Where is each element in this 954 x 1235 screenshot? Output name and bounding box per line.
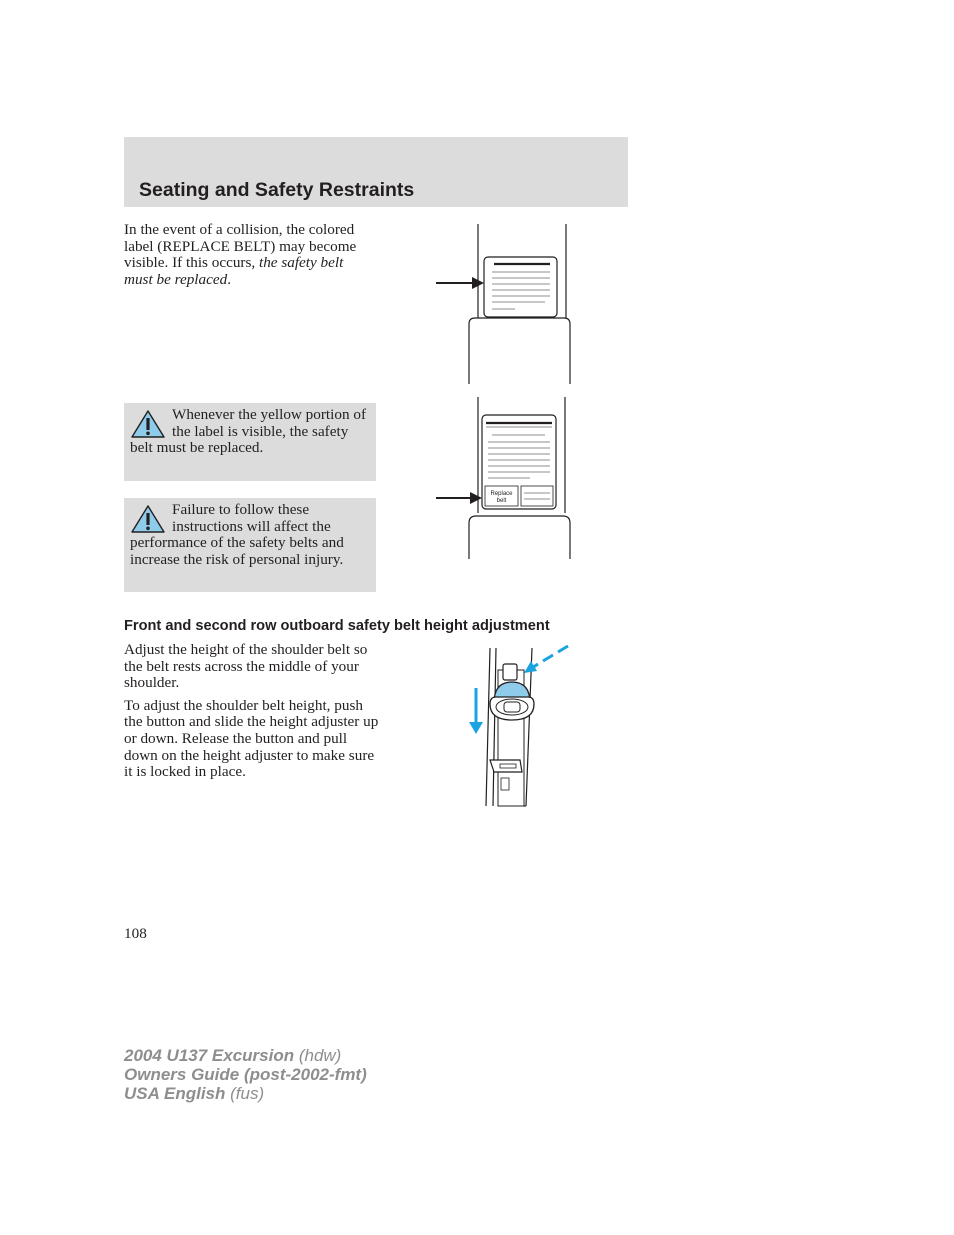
intro-emphasis: the safety belt must be replaced [124, 254, 344, 288]
warning-text-1: Whenever the yellow portion of the label is visible, the safety belt must be replaced. [130, 406, 366, 457]
footer-line1-rest: (hdw) [294, 1046, 342, 1065]
section-paragraph-1: Adjust the height of the shoulder belt so the belt rests across the middle of your shoulder. [124, 641, 368, 692]
belt-buckle-housing [469, 318, 570, 384]
section-body [124, 642, 380, 787]
footer-line2-bold: Owners Guide (post-2002-fmt) [124, 1065, 367, 1084]
warning-text-2: Failure to follow these instructions will affect the performance of the safety belts and increase the risk of personal injury. [130, 501, 344, 568]
warning-triangle-icon [130, 504, 166, 534]
section-header [124, 137, 628, 207]
replace-belt-figure [430, 395, 580, 560]
section-paragraph-2: To adjust the shoulder belt height, push the button and slide the height adjuster up or down. Release the button and pull down on the height adjuster to make sure it is locked in place. [124, 696, 379, 781]
intro-period: . [227, 270, 231, 288]
intro-text: In the event of a collision, the colored label (REPLACE BELT) may become visible. If this occurs, [124, 221, 357, 272]
replace-belt-line2: belt [496, 498, 507, 504]
warning-box-2 [124, 498, 376, 592]
intro-paragraph [124, 222, 374, 288]
section-title: Seating and Safety Restraints [139, 179, 415, 201]
belt-buckle-housing [469, 516, 570, 559]
section-heading: Front and second row outboard safety belt height adjustment [124, 618, 550, 634]
footer-line3-bold: USA English [124, 1084, 226, 1103]
page-number: 108 [124, 925, 147, 942]
replace-belt-line1: Replace [490, 491, 513, 497]
warning-box-1 [124, 403, 376, 481]
belt-label-figure [430, 222, 580, 387]
document-footer [124, 1046, 367, 1103]
footer-line3-rest: (fus) [225, 1084, 265, 1103]
belt-label [484, 257, 557, 317]
footer-line1-bold: 2004 U137 Excursion [124, 1046, 295, 1065]
warning-triangle-icon [130, 409, 166, 439]
height-adjuster-figure [460, 640, 580, 810]
